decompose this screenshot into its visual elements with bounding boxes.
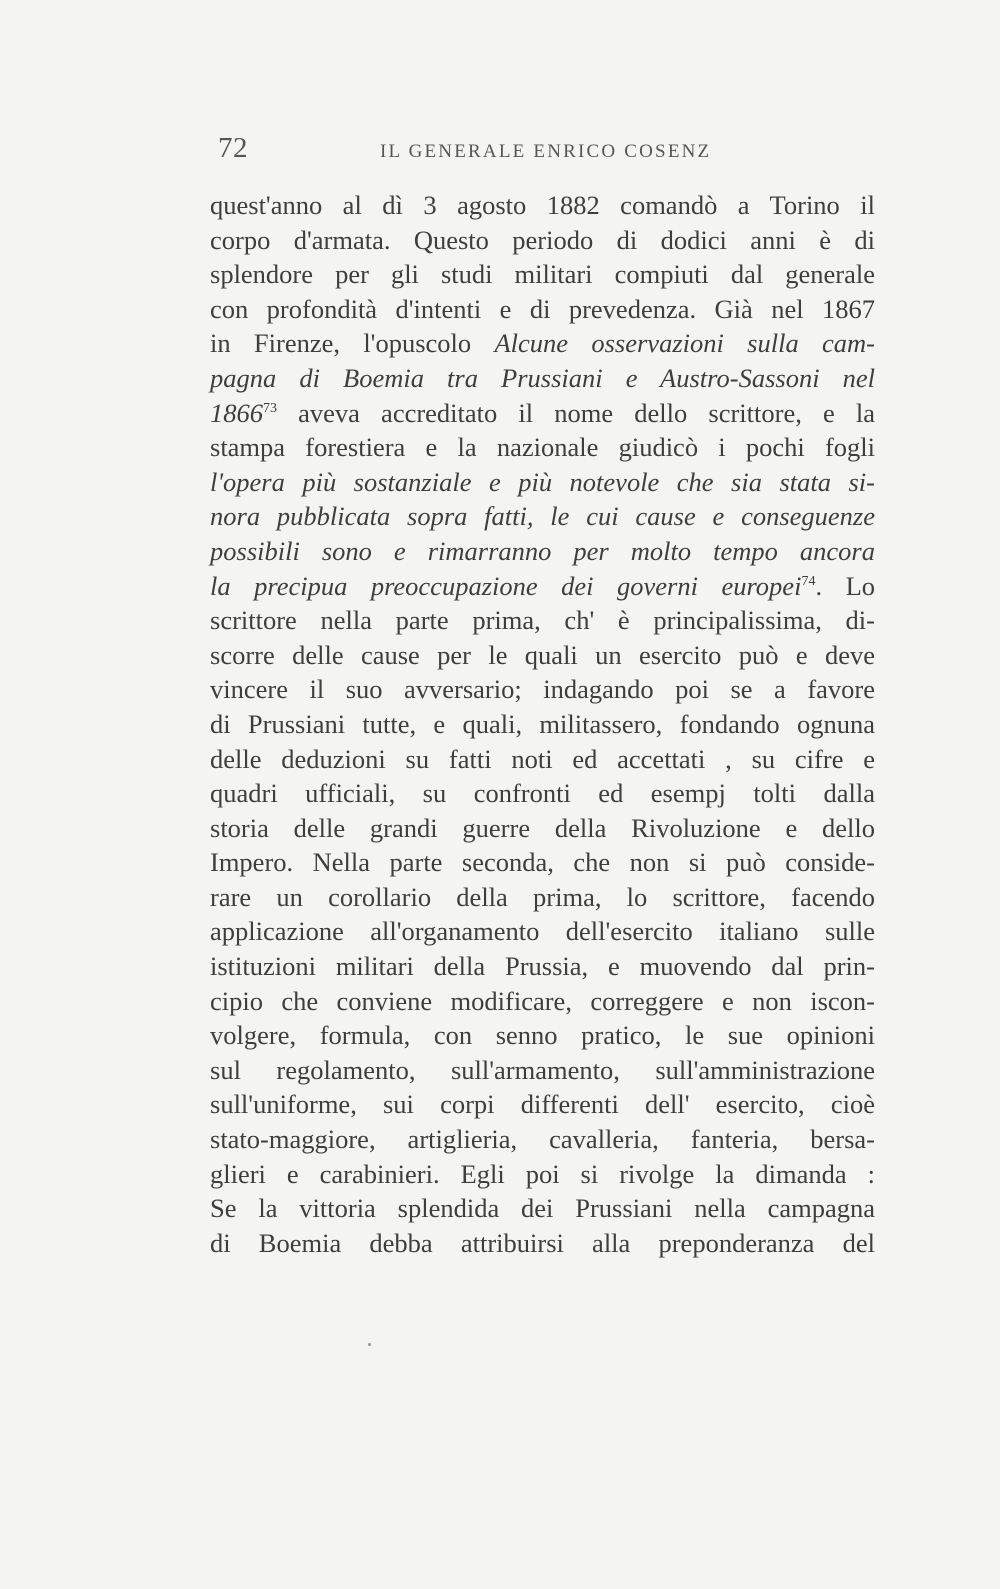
text-line bbox=[210, 534, 875, 569]
text-run: glieri e carabinieri. Egli poi si rivolge la dimanda : bbox=[210, 1158, 875, 1189]
text-line bbox=[210, 1018, 875, 1053]
text-run: sul regolamento, sull'armamento, sull'amministrazione bbox=[210, 1054, 875, 1085]
text-line bbox=[210, 1226, 875, 1261]
text-run: di Boemia debba attribuirsi alla preponderanza del bbox=[210, 1227, 875, 1258]
text-line bbox=[210, 880, 875, 915]
text-run: scorre delle cause per le quali un esercito può e deve bbox=[210, 639, 875, 670]
text-line bbox=[210, 465, 875, 500]
text-line bbox=[210, 811, 875, 846]
text-run: di Prussiani tutte, e quali, militassero, fondando ognuna bbox=[210, 708, 875, 739]
text-line bbox=[210, 257, 875, 292]
italic-text: nora pubblicata sopra fatti, le cui cause e conseguenze bbox=[210, 501, 875, 532]
text-run: Se la vittoria splendida dei Prussiani nella campagna bbox=[210, 1193, 875, 1224]
text-run: volgere, formula, con senno pratico, le sue opinioni bbox=[210, 1020, 875, 1051]
text-line bbox=[210, 1053, 875, 1088]
text-line bbox=[210, 1122, 875, 1157]
text-run: delle deduzioni su fatti noti ed accettati , su cifre e bbox=[210, 743, 875, 774]
running-title: IL GENERALE ENRICO COSENZ bbox=[380, 141, 712, 162]
text-line bbox=[210, 1191, 875, 1226]
text-line bbox=[210, 361, 875, 396]
italic-text: l'opera più sostanziale e più notevole che sia stata si- bbox=[210, 466, 875, 497]
footnote-marker: 73 bbox=[263, 400, 277, 416]
text-line bbox=[210, 569, 875, 604]
page-number: 72 bbox=[218, 132, 248, 164]
text-run: . Lo bbox=[815, 570, 876, 601]
text-run: quest'anno al dì 3 agosto 1882 comandò a Torino il bbox=[210, 190, 875, 220]
text-run: sull'uniforme, sui corpi differenti dell' esercito, cioè bbox=[210, 1089, 875, 1120]
text-line bbox=[210, 603, 875, 638]
text-line bbox=[210, 949, 875, 984]
text-line bbox=[210, 776, 875, 811]
text-run: cipio che conviene modificare, correggere e non iscon- bbox=[210, 985, 875, 1016]
text-run: stato-maggiore, artiglieria, cavalleria, fanteria, bersa- bbox=[210, 1124, 875, 1155]
text-line bbox=[210, 223, 875, 258]
italic-text: Alcune osservazioni sulla cam- bbox=[494, 328, 875, 359]
text-run: Impero. Nella parte seconda, che non si può conside- bbox=[210, 847, 875, 878]
text-run: storia delle grandi guerre della Rivoluzione e dello bbox=[210, 812, 875, 843]
text-line bbox=[210, 430, 875, 465]
text-line bbox=[210, 499, 875, 534]
text-run: applicazione all'organamento dell'esercito italiano sulle bbox=[210, 916, 875, 947]
text-line bbox=[210, 742, 875, 777]
text-line bbox=[210, 914, 875, 949]
text-line bbox=[210, 984, 875, 1019]
text-line bbox=[210, 707, 875, 742]
text-run: aveva accreditato il nome dello scrittore, e la bbox=[277, 397, 875, 428]
footnote-marker: 74 bbox=[801, 573, 816, 589]
italic-text: la precipua preoccupazione dei governi europei bbox=[210, 570, 802, 601]
text-run: vincere il suo avversario; indagando poi se a favore bbox=[210, 674, 875, 705]
text-line bbox=[210, 1157, 875, 1192]
italic-text: possibili sono e rimarranno per molto tempo ancora bbox=[210, 535, 875, 566]
italic-text: pagna di Boemia tra Prussiani e Austro-Sassoni nel bbox=[210, 362, 875, 393]
text-line bbox=[210, 326, 875, 361]
text-line bbox=[210, 672, 875, 707]
body-text bbox=[210, 188, 875, 1260]
text-run: con profondità d'intenti e di prevedenza. Già nel 1867 bbox=[210, 293, 875, 324]
text-line bbox=[210, 1087, 875, 1122]
text-run: stampa forestiera e la nazionale giudicò i pochi fogli bbox=[210, 432, 875, 463]
text-line bbox=[210, 845, 875, 880]
text-line bbox=[210, 188, 875, 223]
text-line bbox=[210, 396, 875, 431]
text-run: scrittore nella parte prima, ch' è principalissima, di- bbox=[210, 605, 875, 636]
text-line bbox=[210, 638, 875, 673]
text-run: in Firenze, l'opuscolo bbox=[210, 328, 495, 359]
text-line bbox=[210, 292, 875, 327]
text-run: splendore per gli studi militari compiuti dal generale bbox=[210, 259, 875, 290]
italic-text: 1866 bbox=[210, 397, 263, 428]
page-header bbox=[218, 132, 878, 165]
paper-speck bbox=[368, 1343, 371, 1346]
text-run: quadri ufficiali, su confronti ed esempj tolti dalla bbox=[210, 778, 875, 809]
text-run: rare un corollario della prima, lo scrittore, facendo bbox=[210, 881, 875, 912]
text-run: corpo d'armata. Questo periodo di dodici anni è di bbox=[210, 224, 875, 255]
text-run: istituzioni militari della Prussia, e muovendo dal prin- bbox=[210, 951, 875, 982]
